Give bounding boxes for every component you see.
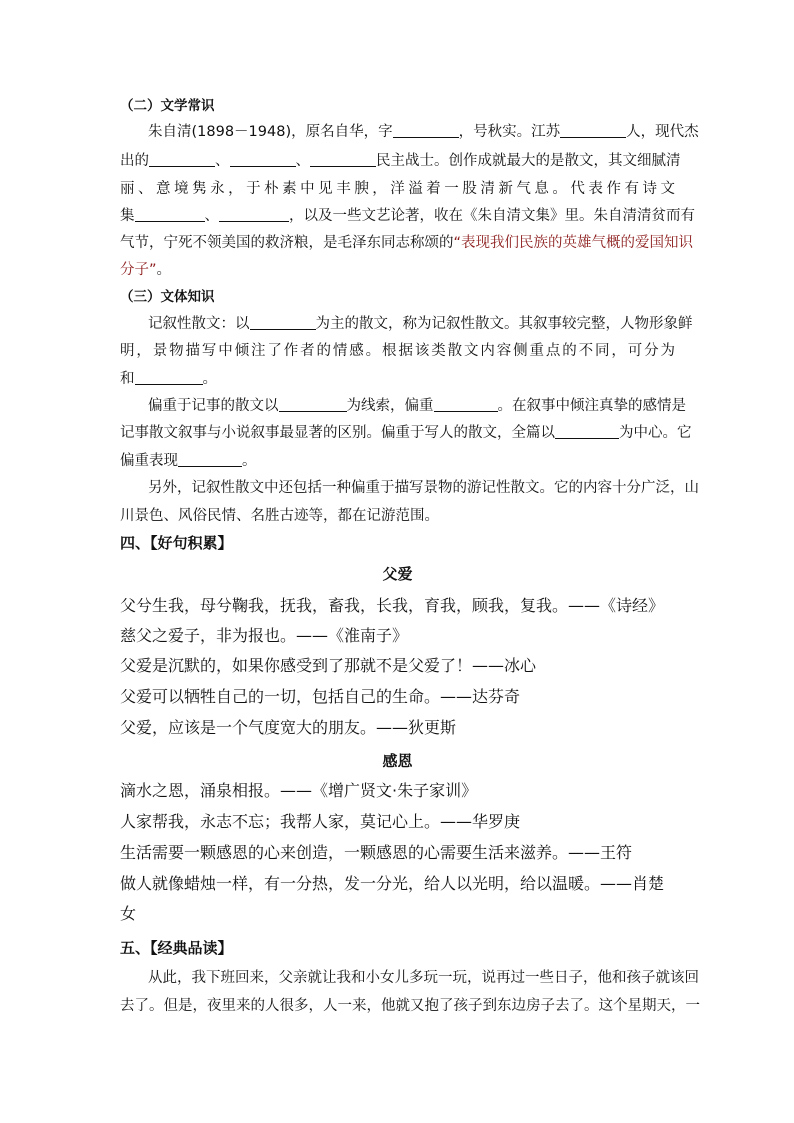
text-segment: 人，现代杰 [626, 124, 699, 140]
fill-blank[interactable] [279, 397, 347, 412]
paragraph-reading-line-2: 去了。但是，夜里来的人很多，人一来，他就又抱了孩子到东边房子去了。这个星期天，一 [120, 998, 700, 1014]
fill-blank[interactable] [178, 452, 242, 467]
text-segment: ，号秋实。江苏 [458, 124, 561, 140]
paragraph-zhu-line-5 [120, 233, 694, 253]
paragraph-genre-line-2: 明，景物描写中倾注了作者的情感。根据该类散文内容侧重点的不同，可分为 [120, 343, 675, 359]
text-segment: 为中心。它 [619, 425, 692, 441]
section-heading-sentences: 四、【好句积累】 [120, 534, 233, 552]
text-segment: 和 [120, 371, 135, 387]
quote-line: 父爱可以牺牲自己的一切，包括自己的生命。——达芬奇 [120, 687, 521, 706]
fill-blank[interactable] [219, 207, 289, 222]
fill-blank[interactable] [135, 370, 203, 385]
text-segment: 民主战士。创作成就最大的是散文，其文细腻清 [376, 153, 681, 169]
quote-line: 人家帮我，永志不忘；我帮人家，莫记心上。——华罗庚 [120, 812, 521, 831]
text-segment: 为主的散文，称为记叙性散文。其叙事较完整，人物形象鲜 [315, 316, 693, 332]
text-segment: 、 [295, 153, 310, 169]
paragraph-zhu-line-1 [148, 122, 699, 142]
section-heading-literature: （二）文学常识 [120, 98, 215, 114]
text-segment: 偏重表现 [120, 453, 178, 469]
fill-blank[interactable] [230, 152, 296, 167]
text-segment: 偏重于记事的散文以 [148, 398, 279, 414]
paragraph-travel-line-1: 另外，记叙性散文中还包括一种偏重于描写景物的游记性散文。它的内容十分广泛，山 [148, 480, 699, 496]
subheading-father-love: 父爱 [382, 565, 413, 583]
fill-blank[interactable] [434, 397, 498, 412]
paragraph-genre-line-3 [120, 369, 675, 389]
text-segment: 。 [242, 453, 257, 469]
text-segment: 朱自清(1898－1948)，原名自华，字 [148, 124, 393, 140]
text-segment: 、 [204, 208, 219, 224]
paragraph-narrative-line-1 [148, 396, 686, 416]
highlighted-quote: “表现我们民族的英雄气概的爱国知识 [453, 235, 694, 251]
section-heading-genre: （三）文体知识 [120, 289, 215, 305]
paragraph-zhu-line-4 [120, 206, 695, 226]
quote-line: 父爱，应该是一个气度宽大的朋友。——狄更斯 [120, 718, 457, 737]
fill-blank[interactable] [250, 315, 316, 330]
quote-line: 做人就像蜡烛一样，有一分热，发一分光，给人以光明，给以温暖。——肖楚 [120, 874, 665, 893]
paragraph-zhu-line-6 [120, 260, 675, 280]
paragraph-narrative-line-3 [120, 451, 675, 471]
paragraph-genre-line-1 [148, 314, 693, 334]
text-segment: 。在叙事中倾注真挚的感情是 [497, 398, 686, 414]
fill-blank[interactable] [149, 152, 215, 167]
highlighted-quote: 分子” [120, 262, 157, 278]
text-segment: 为线索，偏重 [346, 398, 434, 414]
text-segment: 。 [202, 371, 217, 387]
quote-line: 生活需要一颗感恩的心来创造，一颗感恩的心需要生活来滋养。——王符 [120, 843, 633, 862]
fill-blank[interactable] [135, 207, 205, 222]
fill-blank[interactable] [555, 424, 619, 439]
paragraph-reading-line-1: 从此，我下班回来，父亲就让我和小女儿多玩一玩，说再过一些日子，他和孩子就该回 [148, 970, 699, 986]
quote-line: 父爱是沉默的，如果你感受到了那就不是父爱了！——冰心 [120, 656, 537, 675]
paragraph-travel-line-2: 川景色、风俗民情、名胜古迹等，都在记游范围。 [120, 508, 439, 524]
text-segment: ，以及一些文艺论著，收在《朱自清文集》里。朱自清清贫而有 [289, 208, 695, 224]
paragraph-zhu-line-3: 丽、意境隽永，于朴素中见丰腴，洋溢着一股清新气息。代表作有诗文 [120, 181, 675, 197]
subheading-gratitude: 感恩 [382, 752, 413, 770]
section-heading-classic-reading: 五、【经典品读】 [120, 939, 233, 957]
quote-line: 滴水之恩，涌泉相报。——《增广贤文·朱子家训》 [120, 781, 478, 800]
quote-line: 女 [120, 904, 137, 923]
text-segment: 、 [215, 153, 230, 169]
paragraph-zhu-line-2 [120, 151, 681, 171]
text-segment: 集 [120, 208, 135, 224]
text-segment: 出的 [120, 153, 149, 169]
fill-blank[interactable] [393, 123, 459, 138]
paragraph-narrative-line-2 [120, 423, 692, 443]
quote-line: 父兮生我，母兮鞠我，抚我，畜我，长我，育我，顾我，复我。——《诗经》 [120, 596, 665, 615]
fill-blank[interactable] [310, 152, 376, 167]
text-segment: 记事散文叙事与小说叙事最显著的区别。偏重于写人的散文，全篇以 [120, 425, 555, 441]
quote-line: 慈父之爱子，非为报也。——《淮南子》 [120, 626, 409, 645]
fill-blank[interactable] [560, 123, 626, 138]
text-segment: 。 [156, 262, 172, 278]
text-segment: 气节，宁死不领美国的救济粮，是毛泽东同志称颂的 [120, 235, 454, 251]
text-segment: 记叙性散文：以 [148, 316, 250, 332]
